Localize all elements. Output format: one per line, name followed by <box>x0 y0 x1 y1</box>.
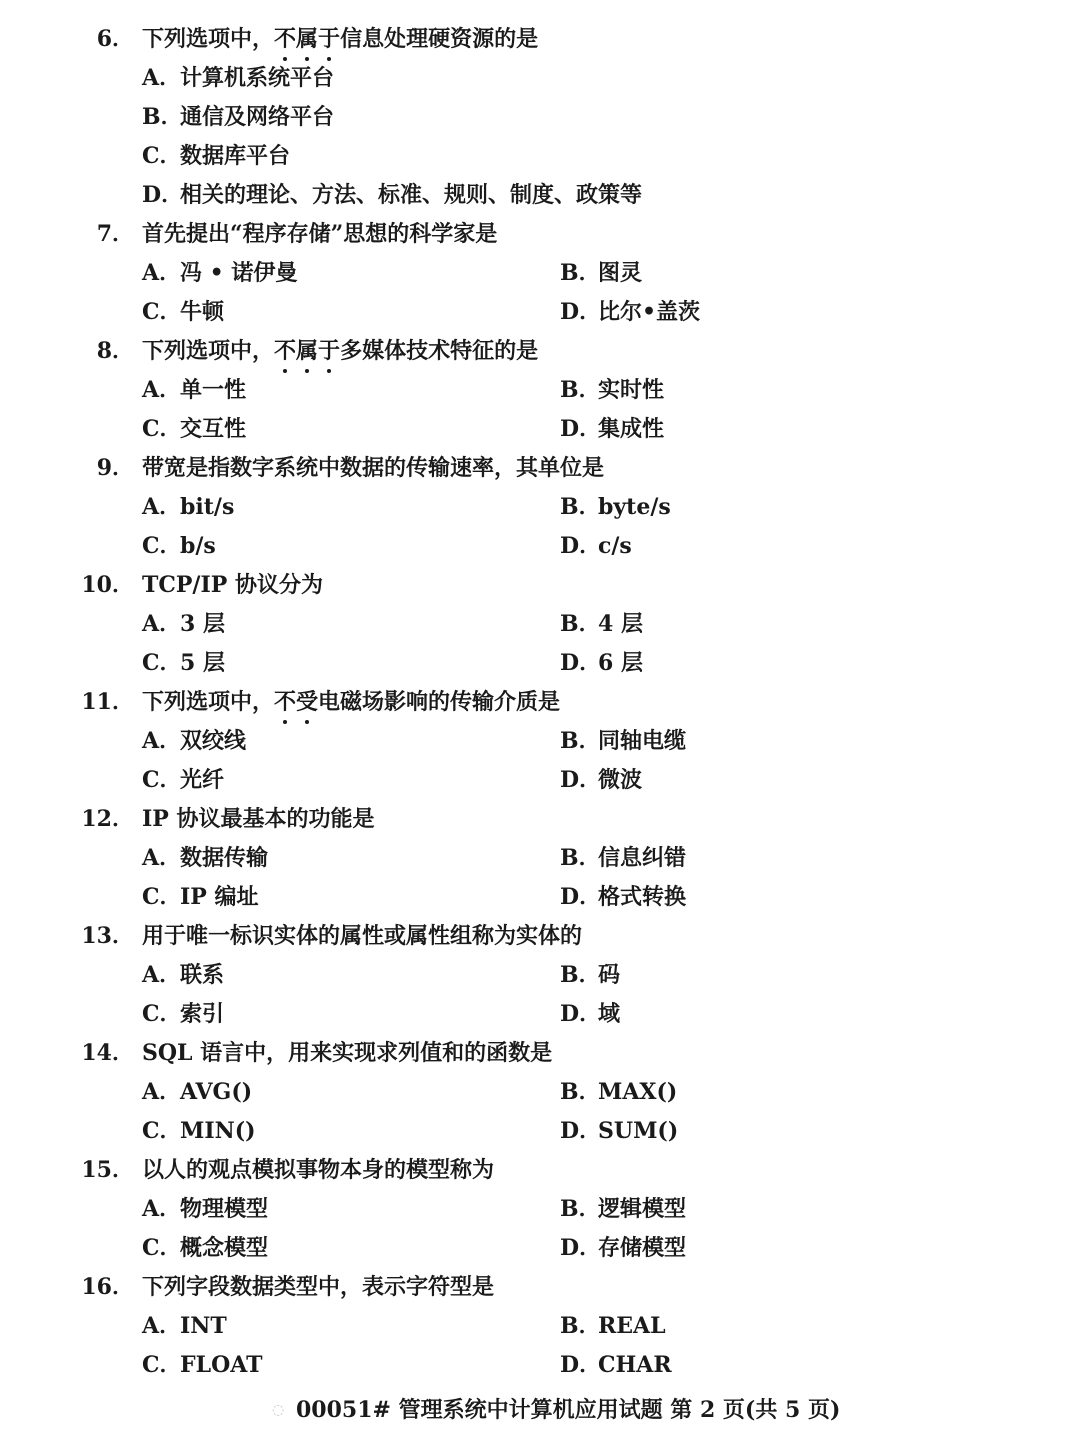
option-text: 5 层 <box>180 650 225 676</box>
option-row <box>0 605 1080 644</box>
question-stem-row <box>0 20 1080 59</box>
answer-option <box>142 527 216 566</box>
answer-option <box>560 1229 686 1268</box>
question-stem-text: 下列选项中， <box>142 338 275 364</box>
answer-option <box>560 488 671 527</box>
option-letter: D． <box>560 1352 602 1378</box>
option-letter: A． <box>142 65 182 91</box>
option-text: 通信及网络平台 <box>180 104 335 130</box>
option-letter: D． <box>560 884 602 910</box>
option-row <box>0 137 1080 176</box>
option-text: byte/s <box>598 494 671 520</box>
option-text: 相关的理论、方法、标准、规则、制度、政策等 <box>180 182 643 208</box>
answer-option <box>560 605 643 644</box>
option-row <box>0 1073 1080 1112</box>
answer-option <box>560 1307 666 1346</box>
option-letter: D． <box>560 1235 602 1261</box>
option-letter: B． <box>560 494 601 520</box>
answer-option <box>142 1307 227 1346</box>
option-letter: A． <box>142 1196 182 1222</box>
question-stem-row <box>0 800 1080 839</box>
option-letter: D． <box>560 416 602 442</box>
question-number: 12． <box>81 806 134 832</box>
option-text: 双绞线 <box>180 728 247 754</box>
option-letter: B． <box>560 962 601 988</box>
option-letter: C． <box>142 416 182 442</box>
footer-text: 00051# 管理系统中计算机应用试题 第 2 页(共 5 页) <box>296 1397 841 1423</box>
option-text: 集成性 <box>598 416 665 442</box>
option-row <box>0 293 1080 332</box>
emphasis-char: 受 <box>296 683 318 722</box>
question-block <box>0 449 1080 566</box>
answer-option <box>560 1346 672 1385</box>
question-number: 7． <box>96 221 134 247</box>
exam-page <box>0 20 1080 1385</box>
option-letter: C． <box>142 767 182 793</box>
option-row <box>0 59 1080 98</box>
option-text: 单一性 <box>180 377 247 403</box>
question-number: 16． <box>81 1274 134 1300</box>
answer-option <box>142 605 225 644</box>
option-text: 格式转换 <box>598 884 687 910</box>
answer-option <box>560 293 700 332</box>
option-letter: A． <box>142 377 182 403</box>
emphasis-mark-text <box>274 683 318 722</box>
question-stem-text: 电磁场影响的传输介质是 <box>318 689 561 715</box>
question-stem-row <box>0 1151 1080 1190</box>
emphasis-char: 属 <box>296 332 318 371</box>
option-text: MAX() <box>598 1079 678 1105</box>
option-letter: D． <box>560 650 602 676</box>
option-letter: A． <box>142 494 182 520</box>
question-stem <box>142 1034 552 1073</box>
answer-option <box>142 176 642 215</box>
option-text: c/s <box>598 533 632 559</box>
question-stem-text: 下列选项中， <box>142 689 275 715</box>
answer-option <box>560 761 642 800</box>
answer-option <box>142 1112 256 1151</box>
answer-option <box>560 254 642 293</box>
option-text: 3 层 <box>180 611 225 637</box>
option-letter: B． <box>560 1079 601 1105</box>
option-text: 数据库平台 <box>180 143 291 169</box>
question-stem <box>142 449 604 488</box>
option-row <box>0 956 1080 995</box>
option-letter: C． <box>142 884 182 910</box>
option-text: IP 编址 <box>180 884 259 910</box>
option-letter: B． <box>560 1196 601 1222</box>
option-letter: A． <box>142 1079 182 1105</box>
question-stem <box>142 1268 494 1307</box>
scan-mark-icon: ◌ <box>272 1402 285 1418</box>
question-stem-text: SQL 语言中，用来实现求列值和的函数是 <box>142 1040 553 1066</box>
question-number: 13． <box>81 923 134 949</box>
emphasis-mark-text <box>274 20 340 59</box>
option-letter: C． <box>142 533 182 559</box>
answer-option <box>142 293 224 332</box>
option-text: 信息纠错 <box>598 845 687 871</box>
option-letter: B． <box>560 728 601 754</box>
question-stem-text: 首先提出“程序存储”思想的科学家是 <box>142 221 498 247</box>
option-text: 交互性 <box>180 416 247 442</box>
question-stem-row <box>0 917 1080 956</box>
answer-option <box>142 1190 268 1229</box>
answer-option <box>560 956 620 995</box>
question-block <box>0 683 1080 800</box>
question-stem <box>142 332 538 371</box>
question-stem-text: 信息处理硬资源的是 <box>340 26 539 52</box>
question-number: 14． <box>81 1040 134 1066</box>
question-stem <box>142 917 582 956</box>
question-block <box>0 20 1080 215</box>
option-letter: C． <box>142 1235 182 1261</box>
question-block <box>0 917 1080 1034</box>
question-block <box>0 1151 1080 1268</box>
option-row <box>0 254 1080 293</box>
option-text: REAL <box>598 1313 666 1339</box>
question-number: 11． <box>81 689 134 715</box>
question-block <box>0 800 1080 917</box>
answer-option <box>142 98 334 137</box>
emphasis-mark-text <box>274 332 340 371</box>
option-letter: C． <box>142 1001 182 1027</box>
emphasis-char: 不 <box>274 683 296 722</box>
question-stem-text: 带宽是指数字系统中数据的传输速率，其单位是 <box>142 455 605 481</box>
option-text: 域 <box>598 1001 621 1027</box>
option-row <box>0 878 1080 917</box>
option-text: MIN() <box>180 1118 256 1144</box>
question-stem-text: 下列字段数据类型中，表示字符型是 <box>142 1274 495 1300</box>
answer-option <box>142 761 224 800</box>
answer-option <box>560 1112 678 1151</box>
answer-option <box>142 59 334 98</box>
option-row <box>0 371 1080 410</box>
answer-option <box>142 488 234 527</box>
option-row <box>0 527 1080 566</box>
option-row <box>0 1190 1080 1229</box>
option-text: 冯 • 诺伊曼 <box>180 260 298 286</box>
question-stem-text: 下列选项中， <box>142 26 275 52</box>
option-text: 联系 <box>180 962 225 988</box>
question-number: 6． <box>96 26 134 52</box>
answer-option <box>560 527 632 566</box>
option-row <box>0 1307 1080 1346</box>
option-text: SUM() <box>598 1118 679 1144</box>
answer-option <box>560 839 686 878</box>
option-letter: A． <box>142 962 182 988</box>
option-letter: D． <box>142 182 184 208</box>
question-stem-row <box>0 1034 1080 1073</box>
option-text: 索引 <box>180 1001 225 1027</box>
option-row <box>0 995 1080 1034</box>
answer-option <box>142 839 268 878</box>
question-stem-row <box>0 683 1080 722</box>
option-text: AVG() <box>180 1079 253 1105</box>
option-letter: C． <box>142 143 182 169</box>
question-stem <box>142 683 560 722</box>
option-text: 4 层 <box>598 611 643 637</box>
question-stem-text: 多媒体技术特征的是 <box>340 338 539 364</box>
option-letter: A． <box>142 845 182 871</box>
option-text: 码 <box>598 962 621 988</box>
option-letter: D． <box>560 533 602 559</box>
option-text: bit/s <box>180 494 235 520</box>
question-number: 10． <box>81 572 134 598</box>
option-text: 实时性 <box>598 377 665 403</box>
emphasis-char: 于 <box>318 20 340 59</box>
answer-option <box>560 878 686 917</box>
option-text: INT <box>180 1313 227 1339</box>
option-text: b/s <box>180 533 216 559</box>
emphasis-char: 不 <box>274 20 296 59</box>
emphasis-char: 不 <box>274 332 296 371</box>
answer-option <box>142 1229 268 1268</box>
option-letter: B． <box>560 260 601 286</box>
page-footer <box>0 1393 1080 1427</box>
option-text: 存储模型 <box>598 1235 687 1261</box>
option-text: 比尔•盖茨 <box>598 299 701 325</box>
option-letter: C． <box>142 1352 182 1378</box>
option-row <box>0 761 1080 800</box>
option-row <box>0 722 1080 761</box>
option-text: 图灵 <box>598 260 643 286</box>
option-row <box>0 1112 1080 1151</box>
question-block <box>0 332 1080 449</box>
answer-option <box>142 995 224 1034</box>
question-number: 8． <box>96 338 134 364</box>
option-letter: B． <box>560 845 601 871</box>
question-stem-row <box>0 566 1080 605</box>
option-row <box>0 644 1080 683</box>
option-row <box>0 1229 1080 1268</box>
question-block <box>0 1268 1080 1385</box>
question-stem-row <box>0 332 1080 371</box>
answer-option <box>560 371 664 410</box>
option-letter: B． <box>560 377 601 403</box>
emphasis-char: 属 <box>296 20 318 59</box>
question-block <box>0 215 1080 332</box>
question-stem-row <box>0 1268 1080 1307</box>
option-text: FLOAT <box>180 1352 263 1378</box>
option-letter: C． <box>142 1118 182 1144</box>
option-letter: B． <box>560 611 601 637</box>
question-stem-row <box>0 215 1080 254</box>
answer-option <box>560 1073 677 1112</box>
question-stem-text: 用于唯一标识实体的属性或属性组称为实体的 <box>142 923 583 949</box>
option-row <box>0 410 1080 449</box>
option-letter: D． <box>560 1118 602 1144</box>
answer-option <box>142 410 246 449</box>
option-text: 数据传输 <box>180 845 269 871</box>
question-stem <box>142 20 538 59</box>
question-stem-text: TCP/IP 协议分为 <box>142 572 323 598</box>
option-text: CHAR <box>598 1352 672 1378</box>
answer-option <box>142 644 225 683</box>
option-text: 物理模型 <box>180 1196 269 1222</box>
question-block <box>0 566 1080 683</box>
option-letter: B． <box>142 104 183 130</box>
option-letter: A． <box>142 728 182 754</box>
question-number: 15． <box>81 1157 134 1183</box>
question-stem <box>142 800 375 839</box>
option-letter: D． <box>560 767 602 793</box>
option-letter: D． <box>560 1001 602 1027</box>
option-row <box>0 176 1080 215</box>
question-stem-text: IP 协议最基本的功能是 <box>142 806 375 832</box>
answer-option <box>560 722 686 761</box>
answer-option <box>142 956 224 995</box>
option-text: 同轴电缆 <box>598 728 687 754</box>
question-stem <box>142 1151 494 1190</box>
answer-option <box>560 995 620 1034</box>
answer-option <box>142 254 297 293</box>
option-letter: D． <box>560 299 602 325</box>
answer-option <box>142 1346 263 1385</box>
option-row <box>0 98 1080 137</box>
answer-option <box>560 410 664 449</box>
option-letter: B． <box>560 1313 601 1339</box>
option-text: 逻辑模型 <box>598 1196 687 1222</box>
option-text: 光纤 <box>180 767 225 793</box>
answer-option <box>560 1190 686 1229</box>
answer-option <box>142 137 290 176</box>
option-letter: A． <box>142 260 182 286</box>
question-stem <box>142 215 497 254</box>
option-text: 6 层 <box>598 650 643 676</box>
answer-option <box>142 722 246 761</box>
option-text: 牛顿 <box>180 299 225 325</box>
option-letter: C． <box>142 650 182 676</box>
question-number: 9． <box>96 455 134 481</box>
option-letter: A． <box>142 611 182 637</box>
answer-option <box>142 1073 252 1112</box>
question-stem-text: 以人的观点模拟事物本身的模型称为 <box>142 1157 495 1183</box>
answer-option <box>142 371 246 410</box>
option-letter: C． <box>142 299 182 325</box>
option-letter: A． <box>142 1313 182 1339</box>
option-text: 微波 <box>598 767 643 793</box>
option-row <box>0 839 1080 878</box>
answer-option <box>142 878 259 917</box>
question-stem <box>142 566 323 605</box>
option-row <box>0 1346 1080 1385</box>
emphasis-char: 于 <box>318 332 340 371</box>
question-block <box>0 1034 1080 1151</box>
answer-option <box>560 644 643 683</box>
option-text: 计算机系统平台 <box>180 65 335 91</box>
option-row <box>0 488 1080 527</box>
question-stem-row <box>0 449 1080 488</box>
option-text: 概念模型 <box>180 1235 269 1261</box>
